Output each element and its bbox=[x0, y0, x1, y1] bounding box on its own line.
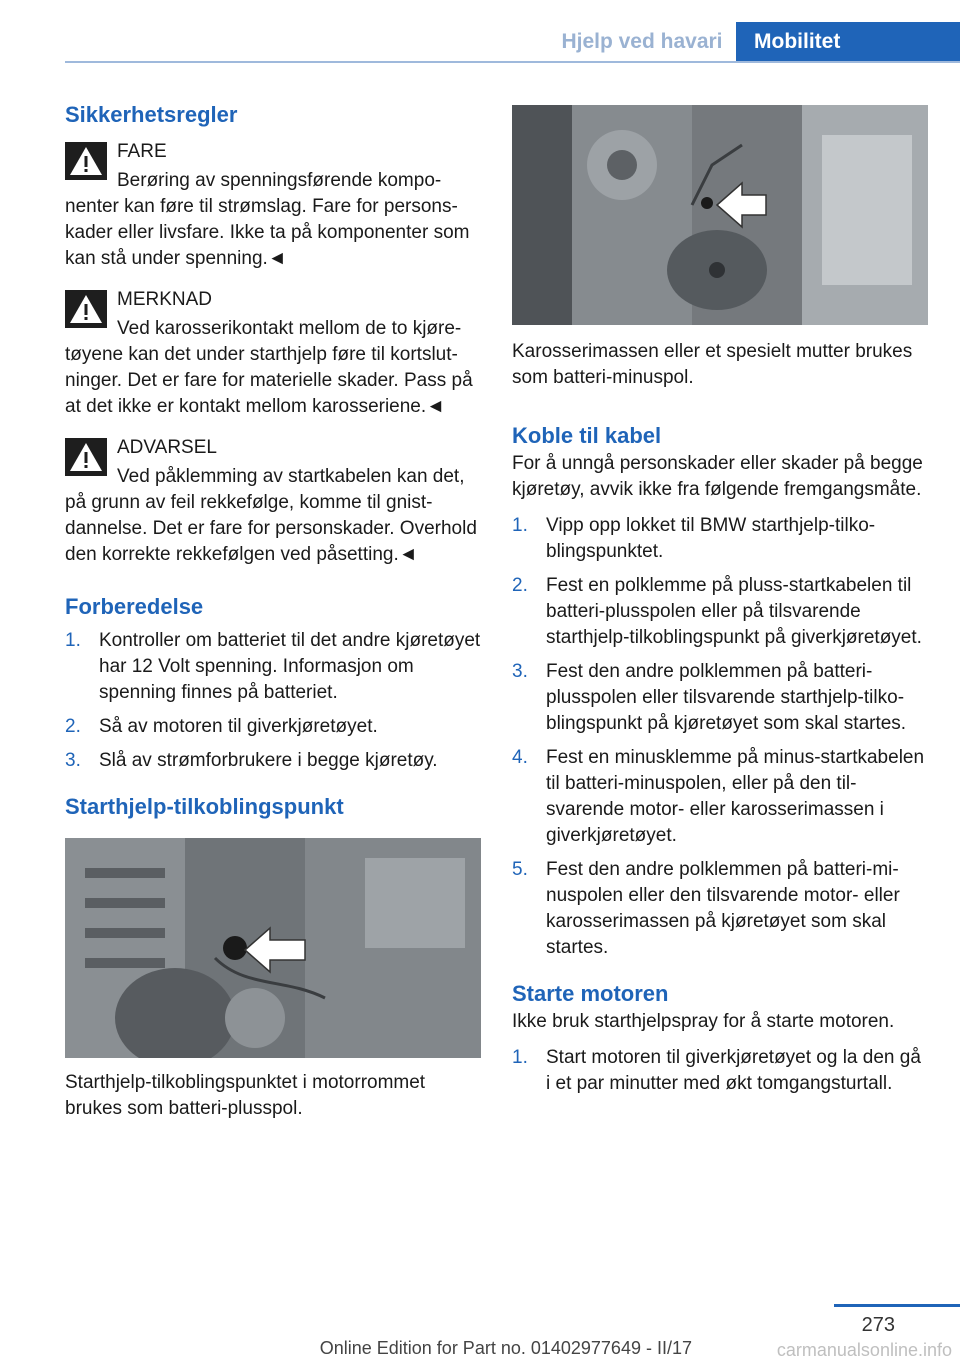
engine-bay-photo-minus bbox=[512, 105, 928, 325]
left-column bbox=[65, 100, 481, 1122]
page-number: 273 bbox=[861, 1314, 895, 1336]
list-item bbox=[512, 1045, 928, 1097]
list-item bbox=[65, 748, 481, 774]
warning-text: Berøring av spenningsførende komponenter kan føre til strømslag. Fare for personskader eller livsfare. Ikke ta på komponenter som kan stå under spenning.◄ bbox=[65, 170, 470, 269]
warning-title: ADVARSEL bbox=[117, 437, 217, 458]
section-intro: For å unngå personskader eller skader på begge kjøretøy, avvik ikke fra følgende fremgangsmåte. bbox=[512, 453, 923, 500]
list-text: Slå av strømforbrukere i begge kjøretøy. bbox=[99, 750, 438, 771]
edition-text: Online Edition for Part no. 01402977649 - II/17 bbox=[319, 1338, 692, 1358]
warning-text: Ved påklemming av startkabelen kan det, på grunn av feil rekkefølge, komme til gnistdannelse. Det er fare for personskader. Overhold den korrekte rekkefølgen ved påsetting.◄ bbox=[65, 466, 477, 565]
list-text: Fest en polklemme på pluss-startkabelen til batteri-plusspolen eller på tilsvarende starthjelp-tilkoblingspunkt på giverkjøretøyet. bbox=[546, 575, 922, 648]
warning-triangle-icon bbox=[65, 438, 107, 476]
warning-triangle-icon bbox=[65, 142, 107, 180]
list-number: 1. bbox=[512, 515, 528, 536]
list-text: Vipp opp lokket til BMW starthjelp-tilkoblingspunktet. bbox=[546, 515, 876, 562]
tab-mobilitet[interactable]: Mobilitet bbox=[736, 22, 960, 62]
list-item bbox=[512, 857, 928, 961]
section-title-connect-cable: Koble til kabel bbox=[512, 423, 662, 448]
list-number: 1. bbox=[65, 630, 81, 651]
warning-title: FARE bbox=[117, 141, 167, 162]
footer-accent-rule bbox=[834, 1304, 960, 1307]
section-intro: Ikke bruk starthjelpspray for å starte motoren. bbox=[512, 1011, 895, 1032]
warning-triangle-icon bbox=[65, 290, 107, 328]
list-text: Fest den andre polklemmen på batteri-plusspolen eller tilsvarende starthjelp-tilkoblingspunkt på kjøretøyet som skal startes. bbox=[546, 661, 907, 734]
section-title-jump-start-point: Starthjelp-tilkoblingspunkt bbox=[65, 794, 344, 819]
list-text: Så av motoren til giverkjøretøyet. bbox=[99, 716, 378, 737]
list-number: 2. bbox=[65, 716, 81, 737]
list-item bbox=[65, 714, 481, 740]
list-text: Fest den andre polklemmen på batteri-minuspolen eller den tilsvarende motor- eller karosserimassen på kjøretøyet som skal startes. bbox=[546, 859, 900, 958]
right-column bbox=[512, 105, 928, 1105]
header-divider bbox=[65, 61, 960, 63]
list-number: 3. bbox=[512, 661, 528, 682]
list-item bbox=[512, 745, 928, 849]
engine-bay-ground-illustration bbox=[512, 105, 928, 325]
list-number: 4. bbox=[512, 747, 528, 768]
engine-bay-photo-plus bbox=[65, 838, 481, 1058]
warning-text: Ved karosserikontakt mellom de to kjøretøyene kan det under starthjelp føre til kortslutninger. Det er fare for materielle skader. Pass på at det ikke er kontakt mellom karosseriene.◄ bbox=[65, 318, 473, 417]
section-title-preparation: Forberedelse bbox=[65, 594, 204, 619]
section-title-start-engine: Starte motoren bbox=[512, 981, 669, 1006]
list-item bbox=[65, 628, 481, 706]
warning-merknad bbox=[65, 286, 481, 420]
section-title-safety: Sikkerhetsregler bbox=[65, 102, 238, 127]
list-number: 5. bbox=[512, 859, 528, 880]
photo-caption: Karosserimassen eller et spesielt mutter brukes som batteri-minuspol. bbox=[512, 341, 913, 388]
list-text: Start motoren til giverkjøretøyet og la den gå i et par minutter med økt tomgangsturtall. bbox=[546, 1047, 921, 1094]
warning-title: MERKNAD bbox=[117, 289, 213, 310]
start-engine-list bbox=[512, 1045, 928, 1097]
list-number: 3. bbox=[65, 750, 81, 771]
watermark: carmanualsonline.info bbox=[776, 1340, 952, 1360]
connect-cable-list bbox=[512, 513, 928, 961]
list-number: 1. bbox=[512, 1047, 528, 1068]
list-item bbox=[512, 573, 928, 651]
list-number: 2. bbox=[512, 575, 528, 596]
list-text: Fest en minusklemme på minus-startkabelen til batteri-minuspolen, eller på den tilsvarende motor- eller karosserimassen i giverkjøretøyet. bbox=[546, 747, 925, 846]
tab-hjelp-ved-havari[interactable]: Hjelp ved havari bbox=[561, 30, 723, 53]
list-text: Kontroller om batteriet til det andre kjøretøyet har 12 Volt spenning. Informasjon om spenning finnes på batteriet. bbox=[99, 630, 481, 703]
header-bar bbox=[0, 0, 960, 62]
engine-bay-illustration bbox=[65, 838, 481, 1058]
list-item bbox=[512, 659, 928, 737]
warning-advarsel bbox=[65, 434, 481, 568]
list-item bbox=[512, 513, 928, 565]
photo-caption: Starthjelp-tilkoblingspunktet i motorrommet brukes som batteri-plusspol. bbox=[65, 1072, 426, 1119]
warning-fare bbox=[65, 138, 481, 272]
preparation-list bbox=[65, 628, 481, 774]
